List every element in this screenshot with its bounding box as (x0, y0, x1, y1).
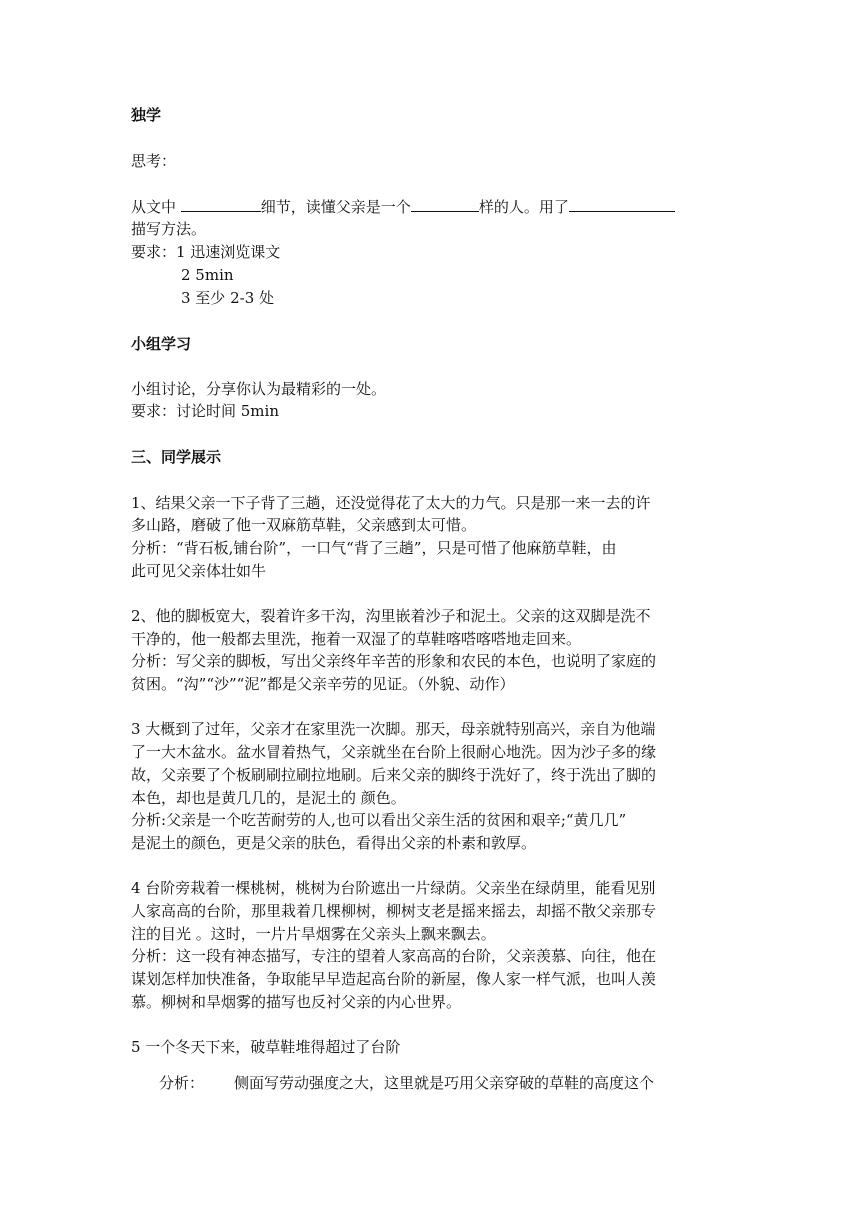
task-text-1: 从文中 (131, 198, 177, 216)
analysis-label: 分析： (159, 1074, 205, 1092)
task-text-4: 描写方法。 (131, 220, 207, 238)
section-heading-self-study: 独学 (131, 106, 162, 124)
item4-line: 注的目光 。这时，一片片旱烟雾在父亲头上飘来飘去。 (131, 925, 496, 943)
blank-3 (569, 197, 675, 212)
item2-line: 干净的，他一般都去里洗，拖着一双湿了的草鞋喀嗒喀嗒地走回来。 (131, 630, 582, 648)
group-requirement: 要求：讨论时间 5min (131, 402, 279, 420)
item1-line: 多山路，磨破了他一双麻筋草鞋，父亲感到太可惜。 (131, 516, 477, 534)
item5-line: 5 一个冬天下来，破草鞋堆得超过了台阶 (131, 1038, 401, 1056)
item3-analysis: 分析:父亲是一个吃苦耐劳的人,也可以看出父亲生活的贫困和艰辛;“黄几几” (131, 811, 627, 829)
item4-analysis: 慕。柳树和旱烟雾的描写也反衬父亲的内心世界。 (131, 993, 462, 1011)
item1-analysis: 分析：“背石板,铺台阶”，一口气“背了三趟”，只是可惜了他麻筋草鞋，由 (131, 539, 617, 557)
group-discussion-text: 小组讨论，分享你认为最精彩的一处。 (131, 380, 387, 398)
task-text-2: 细节，读懂父亲是一个 (260, 198, 411, 216)
item1-line: 1、结果父亲一下子背了三趟，还没觉得花了太大的力气。只是那一来一去的许 (131, 494, 651, 512)
item2-analysis: 贫困。“沟”“沙”“泥”都是父亲辛劳的见证。（外貌、动作） (131, 675, 515, 693)
section-heading-showcase: 三、同学展示 (131, 448, 222, 466)
item2-analysis: 分析：写父亲的脚板，写出父亲终年辛苦的形象和农民的本色，也说明了家庭的 (131, 652, 657, 670)
blank-1 (181, 197, 261, 212)
item4-analysis: 谋划怎样加快准备，争取能早早造起高台阶的新屋，像人家一样气派，也叫人羡 (131, 970, 657, 988)
item3-line: 故，父亲要了个板刷刷拉刷拉地刷。后来父亲的脚终于洗好了，终于洗出了脚的 (131, 766, 657, 784)
requirement-1: 要求：1 迅速浏览课文 (131, 243, 281, 261)
item4-line: 人家高高的台阶，那里栽着几棵柳树，柳树支老是摇来摇去，却摇不散父亲那专 (131, 902, 657, 920)
section-heading-group-study: 小组学习 (131, 335, 192, 353)
item3-line: 了一大木盆水。盆水冒着热气，父亲就坐在台阶上很耐心地洗。因为沙子多的缘 (131, 743, 657, 761)
requirement-2: 2 5min (181, 266, 234, 284)
item3-line: 本色，却也是黄几几的，是泥土的 颜色。 (131, 789, 406, 807)
item1-analysis: 此可见父亲体壮如牛 (131, 562, 267, 580)
blank-2 (411, 197, 479, 212)
item5-analysis (159, 1072, 749, 1095)
think-label: 思考： (131, 152, 177, 170)
item4-analysis: 分析：这一段有神态描写，专注的望着人家高高的台阶，父亲羡慕、向往，他在 (131, 947, 657, 965)
fill-in-task (131, 196, 741, 219)
task-text-3: 样的人。用了 (478, 198, 569, 216)
item2-line: 2、他的脚板宽大，裂着许多干沟，沟里嵌着沙子和泥土。父亲的这双脚是洗不 (131, 607, 651, 625)
item3-analysis: 是泥土的颜色，更是父亲的肤色，看得出父亲的朴素和敦厚。 (131, 834, 537, 852)
analysis-text: 侧面写劳动强度之大，这里就是巧用父亲穿破的草鞋的高度这个 (234, 1074, 655, 1092)
item4-line: 4 台阶旁栽着一棵桃树，桃树为台阶遮出一片绿荫。父亲坐在绿荫里，能看见别 (131, 879, 656, 897)
requirement-3: 3 至少 2-3 处 (181, 289, 275, 307)
item3-line: 3 大概到了过年，父亲才在家里洗一次脚。那天，母亲就特别高兴，亲自为他端 (131, 720, 656, 738)
